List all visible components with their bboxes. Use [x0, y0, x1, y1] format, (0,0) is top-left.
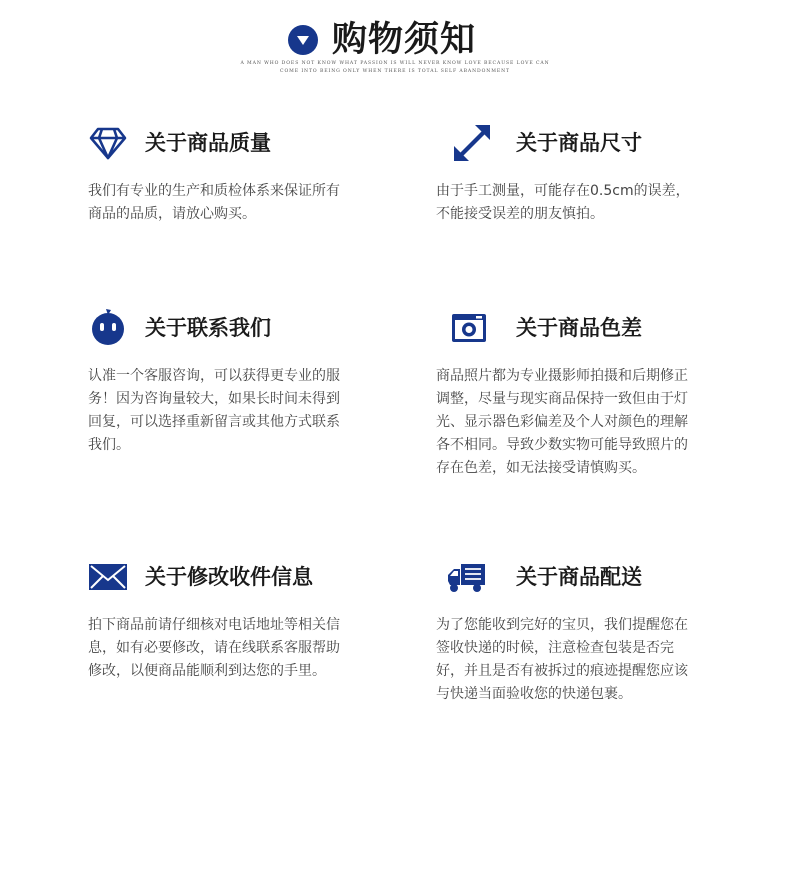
section-title: 关于商品配送: [516, 565, 642, 589]
page-subtitle-line1: A MAN WHO DOES NOT KNOW WHAT PASSION IS WILL NEVER KNOW LOVE BECAUSE LOVE CAN: [240, 61, 550, 66]
title-row: [288, 18, 476, 62]
section-body: 拍下商品前请仔细核对电话地址等相关信息，如有必要修改，请在线联系客服帮助修改，以便商品能顺利到达您的手里。: [88, 617, 340, 679]
section-title: 关于商品色差: [516, 316, 642, 340]
page-title: 购物须知: [332, 20, 477, 60]
chat-bubble-icon: [88, 308, 128, 348]
section-body: 由于手工测量，可能存在0.5cm的误差，不能接受误差的朋友慎拍。: [436, 183, 690, 222]
chevron-down-icon: [288, 25, 318, 55]
camera-icon: [450, 308, 490, 348]
section-title: 关于商品尺寸: [516, 131, 642, 155]
diamond-icon: [88, 123, 128, 163]
section-body: 认准一个客服咨询，可以获得更专业的服务！因为咨询量较大，如果长时间未得到回复，可以选择重新留言或其他方式联系我们。: [88, 368, 340, 453]
section-body: 我们有专业的生产和质检体系来保证所有商品的品质，请放心购买。: [88, 183, 340, 222]
page-header: [0, 14, 790, 84]
section-title: 关于修改收件信息: [145, 565, 313, 589]
section-body: 商品照片都为专业摄影师拍摄和后期修正调整，尽量与现实商品保持一致但由于灯光、显示器色彩偏差及个人对颜色的理解各不相同。导致少数实物可能导致照片的存在色差，如无法接受请慎购买。: [436, 368, 688, 476]
section-title: 关于联系我们: [145, 316, 271, 340]
envelope-icon: [88, 557, 128, 597]
section-body: 为了您能收到完好的宝贝，我们提醒您在签收快递的时候，注意检查包装是否完好，并且是否有被拆过的痕迹提醒您应该与快递当面验收您的快递包裹。: [436, 617, 688, 702]
page-subtitle-line2: COME INTO BEING ONLY WHEN THERE IS TOTAL SELF ABANDONMENT: [280, 69, 510, 74]
resize-arrow-icon: [452, 123, 492, 163]
section-title: 关于商品质量: [145, 131, 271, 155]
delivery-truck-icon: [446, 557, 492, 597]
